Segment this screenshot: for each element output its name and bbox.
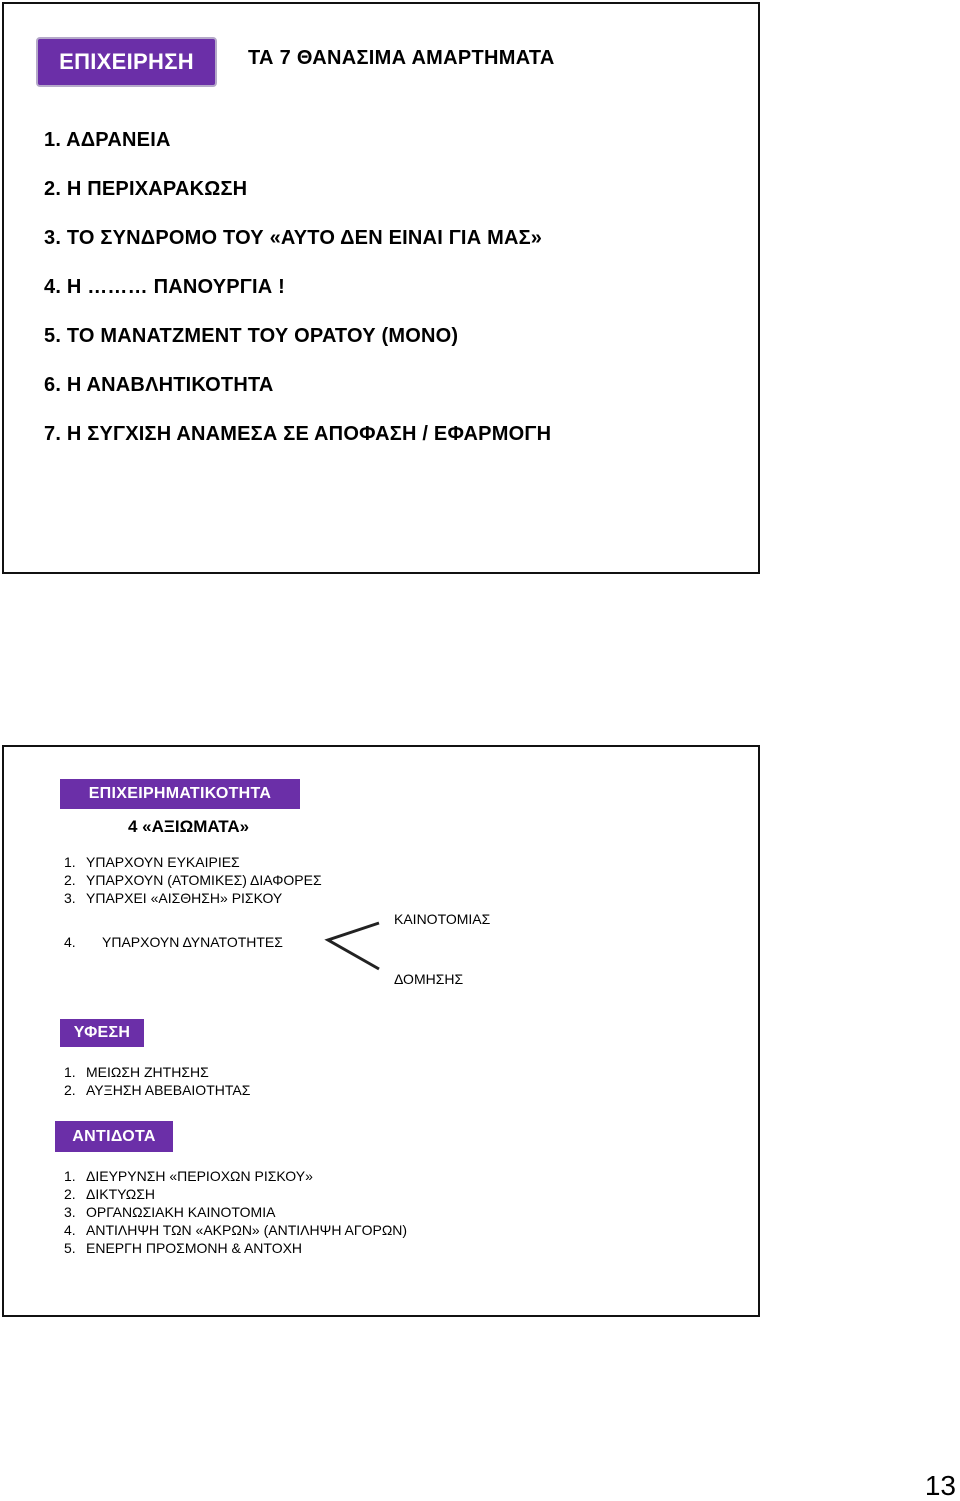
list-item	[64, 1063, 250, 1081]
branch-arrows-icon	[322, 919, 386, 975]
item-text: ΔΙΕΥΡΥΝΣΗ «ΠΕΡΙΟΧΩΝ ΡΙΣΚΟΥ»	[86, 1168, 313, 1184]
item-number: 2.	[64, 1186, 76, 1202]
item-text: ΑΝΤΙΛΗΨΗ ΤΩΝ «ΑΚΡΩΝ» (ΑΝΤΙΛΗΨΗ ΑΓΟΡΩΝ)	[86, 1222, 408, 1238]
item-text: ΥΠΑΡΧΕΙ «ΑΙΣΘΗΣΗ» ΡΙΣΚΟΥ	[86, 890, 283, 906]
item-text: ΜΕΙΩΣΗ ΖΗΤΗΣΗΣ	[86, 1064, 209, 1080]
item-number: 4.	[64, 1222, 76, 1238]
list-item	[64, 1185, 407, 1203]
entrepreneurship-tag: ΕΠΙΧΕΙΡΗΜΑΤΙΚΟΤΗΤΑ	[60, 779, 300, 809]
item-number: 4.	[64, 934, 76, 950]
list-item	[64, 1081, 250, 1099]
item-number: 2.	[64, 872, 76, 888]
list-item: 1. ΑΔΡΑΝΕΙΑ	[44, 129, 171, 151]
list-item	[64, 1167, 407, 1185]
item-number: 2.	[64, 1082, 76, 1098]
slide-title: ΤΑ 7 ΘΑΝΑΣΙΜΑ ΑΜΑΡΤΗΜΑΤΑ	[248, 47, 555, 69]
item-text: ΕΝΕΡΓΗ ΠΡΟΣΜΟΝΗ & ΑΝΤΟΧΗ	[86, 1240, 303, 1256]
item-text: ΥΠΑΡΧΟΥΝ ΔΥΝΑΤΟΤΗΤΕΣ	[102, 934, 283, 950]
item-number: 1.	[64, 854, 76, 870]
list-item	[64, 853, 322, 871]
item-text: ΑΥΞΗΣΗ ΑΒΕΒΑΙΟΤΗΤΑΣ	[86, 1082, 251, 1098]
item-number: 1.	[64, 1064, 76, 1080]
sins-list	[44, 128, 551, 471]
slide-deadly-sins	[2, 2, 760, 574]
antidotes-list	[64, 1167, 407, 1257]
antidotes-tag: ΑΝΤΙΔΟΤΑ	[55, 1121, 173, 1152]
list-item: 2. Η ΠΕΡΙΧΑΡΑΚΩΣΗ	[44, 178, 248, 200]
recession-list	[64, 1063, 250, 1099]
list-item	[64, 871, 322, 889]
item-number: 3.	[64, 1204, 76, 1220]
list-item: 6. Η ΑΝΑΒΛΗΤΙΚΟΤΗΤΑ	[44, 374, 274, 396]
business-badge: ΕΠΙΧΕΙΡΗΣΗ	[36, 37, 217, 87]
list-item	[64, 1239, 407, 1257]
axioms-list	[64, 853, 322, 907]
item-text: ΥΠΑΡΧΟΥΝ (ΑΤΟΜΙΚΕΣ) ΔΙΑΦΟΡΕΣ	[86, 872, 322, 888]
list-item: 5. ΤΟ ΜΑΝΑΤΖΜΕΝΤ ΤΟΥ ΟΡΑΤΟΥ (ΜΟΝΟ)	[44, 325, 459, 347]
item-text: ΟΡΓΑΝΩΣΙΑΚΗ ΚΑΙΝΟΤΟΜΙΑ	[86, 1204, 276, 1220]
list-item	[64, 1203, 407, 1221]
slide-entrepreneurship	[2, 745, 760, 1317]
list-item	[64, 1221, 407, 1239]
page-number: 13	[924, 1470, 956, 1501]
axioms-title: 4 «ΑΞΙΩΜΑΤΑ»	[128, 817, 250, 836]
item-text: ΔΙΚΤΥΩΣΗ	[86, 1186, 156, 1202]
list-item	[64, 889, 322, 907]
item-number: 5.	[64, 1240, 76, 1256]
item-number: 1.	[64, 1168, 76, 1184]
branch-structuring: ΔΟΜΗΣΗΣ	[394, 971, 464, 987]
item-number: 3.	[64, 890, 76, 906]
item-text: ΥΠΑΡΧΟΥΝ ΕΥΚΑΙΡΙΕΣ	[86, 854, 240, 870]
list-item: 3. ΤΟ ΣΥΝΔΡΟΜΟ ΤΟΥ «ΑΥΤΟ ΔΕΝ ΕΙΝΑΙ ΓΙΑ ΜΑΣ»	[44, 227, 543, 249]
list-item: 4. Η ……… ΠΑΝΟΥΡΓΙΑ !	[44, 276, 286, 298]
recession-tag: ΥΦΕΣΗ	[60, 1019, 144, 1047]
branch-innovation: ΚΑΙΝΟΤΟΜΙΑΣ	[394, 911, 491, 927]
axiom-4	[64, 933, 283, 951]
list-item: 7. Η ΣΥΓΧΙΣΗ ΑΝΑΜΕΣΑ ΣΕ ΑΠΟΦΑΣΗ / ΕΦΑΡΜΟΓΗ	[44, 423, 552, 445]
